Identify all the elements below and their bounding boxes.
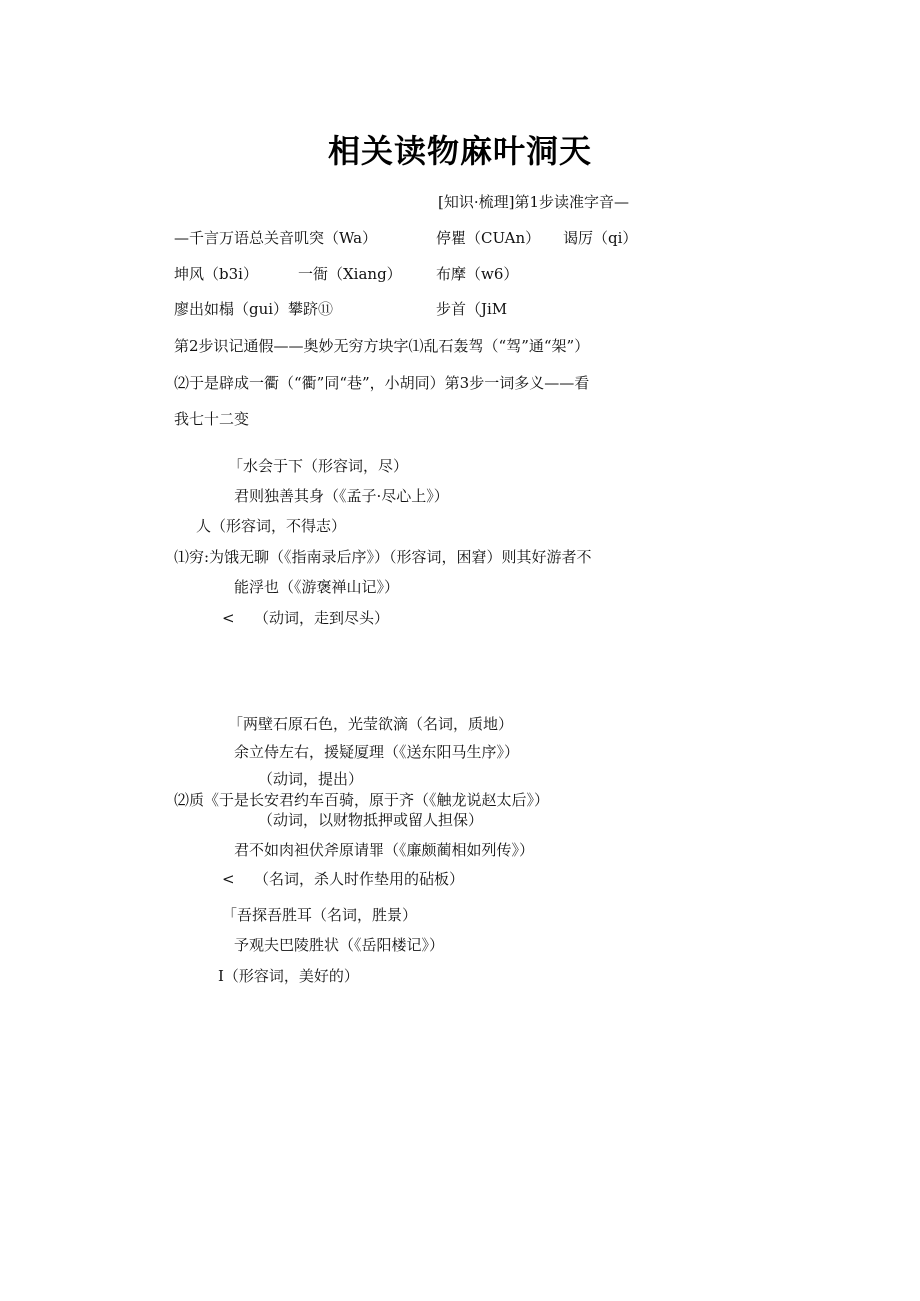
zhi-line: （动词，以财物抵押或留人担保） bbox=[258, 811, 484, 829]
qiong-line: 能浮也（《游褒禅山记》） bbox=[234, 578, 400, 596]
pron-item: 一衙（Xiang） bbox=[298, 265, 402, 283]
zhi-line: ⑵质《于是长安君约车百骑，原于齐（《触龙说赵太后》） bbox=[174, 791, 550, 809]
zhi-line: 「两壁石原石色，光莹欲滴（名词，质地） bbox=[228, 715, 514, 733]
qiong-bracket: < bbox=[222, 609, 235, 627]
page-title: 相关读物麻叶洞天 bbox=[327, 132, 592, 170]
zhi-line: （名词，杀人时作垫用的砧板） bbox=[254, 870, 465, 888]
zhi-bracket: < bbox=[222, 870, 235, 888]
pron-item: 停瞿（CUAn） bbox=[436, 229, 541, 247]
qiong-line: 人（形容词，不得志） bbox=[196, 517, 347, 535]
pron-item: 谒厉（qi） bbox=[563, 229, 638, 247]
step2-line: 我七十二变 bbox=[174, 410, 250, 428]
pron-item: —千言万语总关音叽突（Wa） bbox=[174, 229, 378, 247]
qiong-line: 「水会于下（形容词，尽） bbox=[228, 457, 409, 475]
zhi-line: 余立侍左右，援疑厦理（《送东阳马生序》） bbox=[234, 743, 520, 761]
pron-item: 步首（JiM bbox=[436, 300, 508, 318]
section-header: [知识·梳理]第1步读准字音— bbox=[438, 193, 630, 211]
step2-line: ⑵于是辟成一衢（“衢”同“巷”，小胡同）第3步一词多义——看 bbox=[174, 374, 590, 392]
qiong-line: ⑴穷:为饿无聊（《指南录后序》）（形容词，困窘）则其好游者不 bbox=[174, 548, 592, 566]
qiong-line: （动词，走到尽头） bbox=[254, 609, 390, 627]
qiong-line: 君则独善其身（《孟子·尽心上》） bbox=[234, 487, 449, 505]
pron-item: 坤风（b3i） bbox=[174, 265, 258, 283]
sheng-line: 予观夫巴陵胜状（《岳阳楼记》） bbox=[234, 936, 445, 954]
zhi-line: 君不如肉袒伏斧原请罪（《廉颇蔺相如列传》） bbox=[234, 841, 535, 859]
pron-item: 布摩（w6） bbox=[436, 265, 519, 283]
pron-item: 廖出如榻（gui）攀跻⑪ bbox=[174, 300, 334, 318]
sheng-line: I（形容词，美好的） bbox=[218, 967, 359, 985]
sheng-line: 「吾探吾胜耳（名词，胜景） bbox=[222, 906, 418, 924]
zhi-line: （动词，提出） bbox=[258, 770, 364, 788]
step2-line: 第2步识记通假——奥妙无穷方块字⑴乱石轰驾（“驾”通“架”） bbox=[174, 337, 590, 355]
